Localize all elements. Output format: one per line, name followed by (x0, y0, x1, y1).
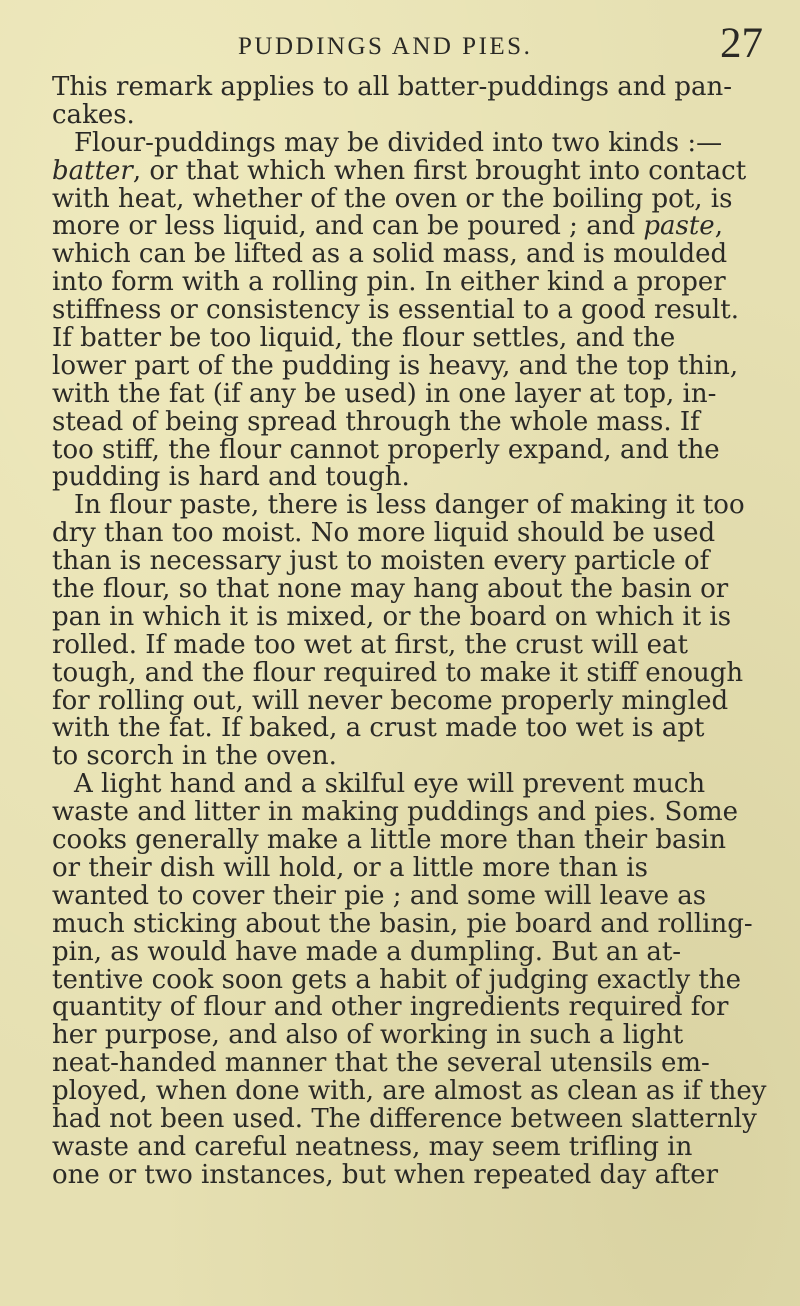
text-line: her purpose, and also of working in such a light (52, 1020, 684, 1051)
text-line: stiffness or consistency is essential to a good result. (52, 295, 739, 326)
text-line: quantity of flour and other ingredients required for (52, 992, 729, 1023)
page-number: 27 (720, 20, 763, 67)
paragraph-start-line: A light hand and a skilful eye will prevent much (74, 769, 706, 800)
text-line: cakes. (52, 99, 135, 130)
text-line: with heat, whether of the oven or the boiling pot, is (52, 183, 733, 214)
text-line: to scorch in the oven. (52, 741, 337, 772)
text-line: pin, as would have made a dumpling. But an at- (52, 936, 682, 967)
text-line: had not been used. The difference between slatternly (52, 1103, 757, 1134)
text-line: stead of being spread through the whole mass. If (52, 406, 700, 437)
text-line: or their dish will hold, or a little more than is (52, 852, 648, 883)
text-line: batter, or that which when first brought into contact (52, 155, 747, 186)
running-title: PUDDINGS AND PIES. (238, 33, 533, 60)
text-line: with the fat (if any be used) in one layer at top, in- (52, 378, 717, 409)
text-line: lower part of the pudding is heavy, and the top thin, (52, 350, 739, 381)
text-line: waste and litter in making puddings and pies. Some (52, 797, 739, 828)
text-line: than is necessary just to moisten every particle of (52, 546, 710, 577)
body-text (52, 74, 767, 1190)
text-line: into form with a rolling pin. In either kind a proper (52, 267, 726, 298)
text-line: wanted to cover their pie ; and some will leave as (52, 880, 707, 911)
italic-term-batter: batter (52, 155, 133, 186)
text-line: for rolling out, will never become properly mingled (52, 685, 729, 716)
paragraph-start-line: Flour-puddings may be divided into two kinds :— (74, 127, 723, 158)
text-line: waste and careful neatness, may seem trifling in (52, 1131, 693, 1162)
text-line: tough, and the flour required to make it stiff enough (52, 657, 744, 688)
text-line: If batter be too liquid, the flour settles, and the (52, 323, 676, 354)
text-line: tentive cook soon gets a habit of judging exactly the (52, 964, 742, 995)
paragraph-start-line: In flour paste, there is less danger of making it too (74, 490, 745, 521)
italic-term-paste: paste (643, 211, 715, 242)
text-line: the flour, so that none may hang about the basin or (52, 574, 729, 605)
text-line: dry than too moist. No more liquid should be used (52, 518, 716, 549)
text-line: more or less liquid, and can be poured ; and paste, (52, 211, 723, 242)
text-line: which can be lifted as a solid mass, and is moulded (52, 239, 728, 270)
text-line: This remark applies to all batter-puddings and pan- (52, 72, 733, 102)
text-line: too stiff, the flour cannot properly expand, and the (52, 434, 720, 465)
text-line: neat-handed manner that the several utensils em- (52, 1048, 710, 1079)
text-line: with the fat. If baked, a crust made too wet is apt (52, 713, 705, 744)
text-line: one or two instances, but when repeated day after (52, 1159, 719, 1190)
text-line: pan in which it is mixed, or the board on which it is (52, 601, 732, 632)
text-line: much sticking about the basin, pie board and rolling- (52, 908, 753, 939)
text-line: rolled. If made too wet at first, the crust will eat (52, 629, 688, 660)
text-line: pudding is hard and tough. (52, 462, 410, 493)
text-line: cooks generally make a little more than their basin (52, 825, 726, 856)
text-line: ployed, when done with, are almost as clean as if they (52, 1076, 767, 1107)
